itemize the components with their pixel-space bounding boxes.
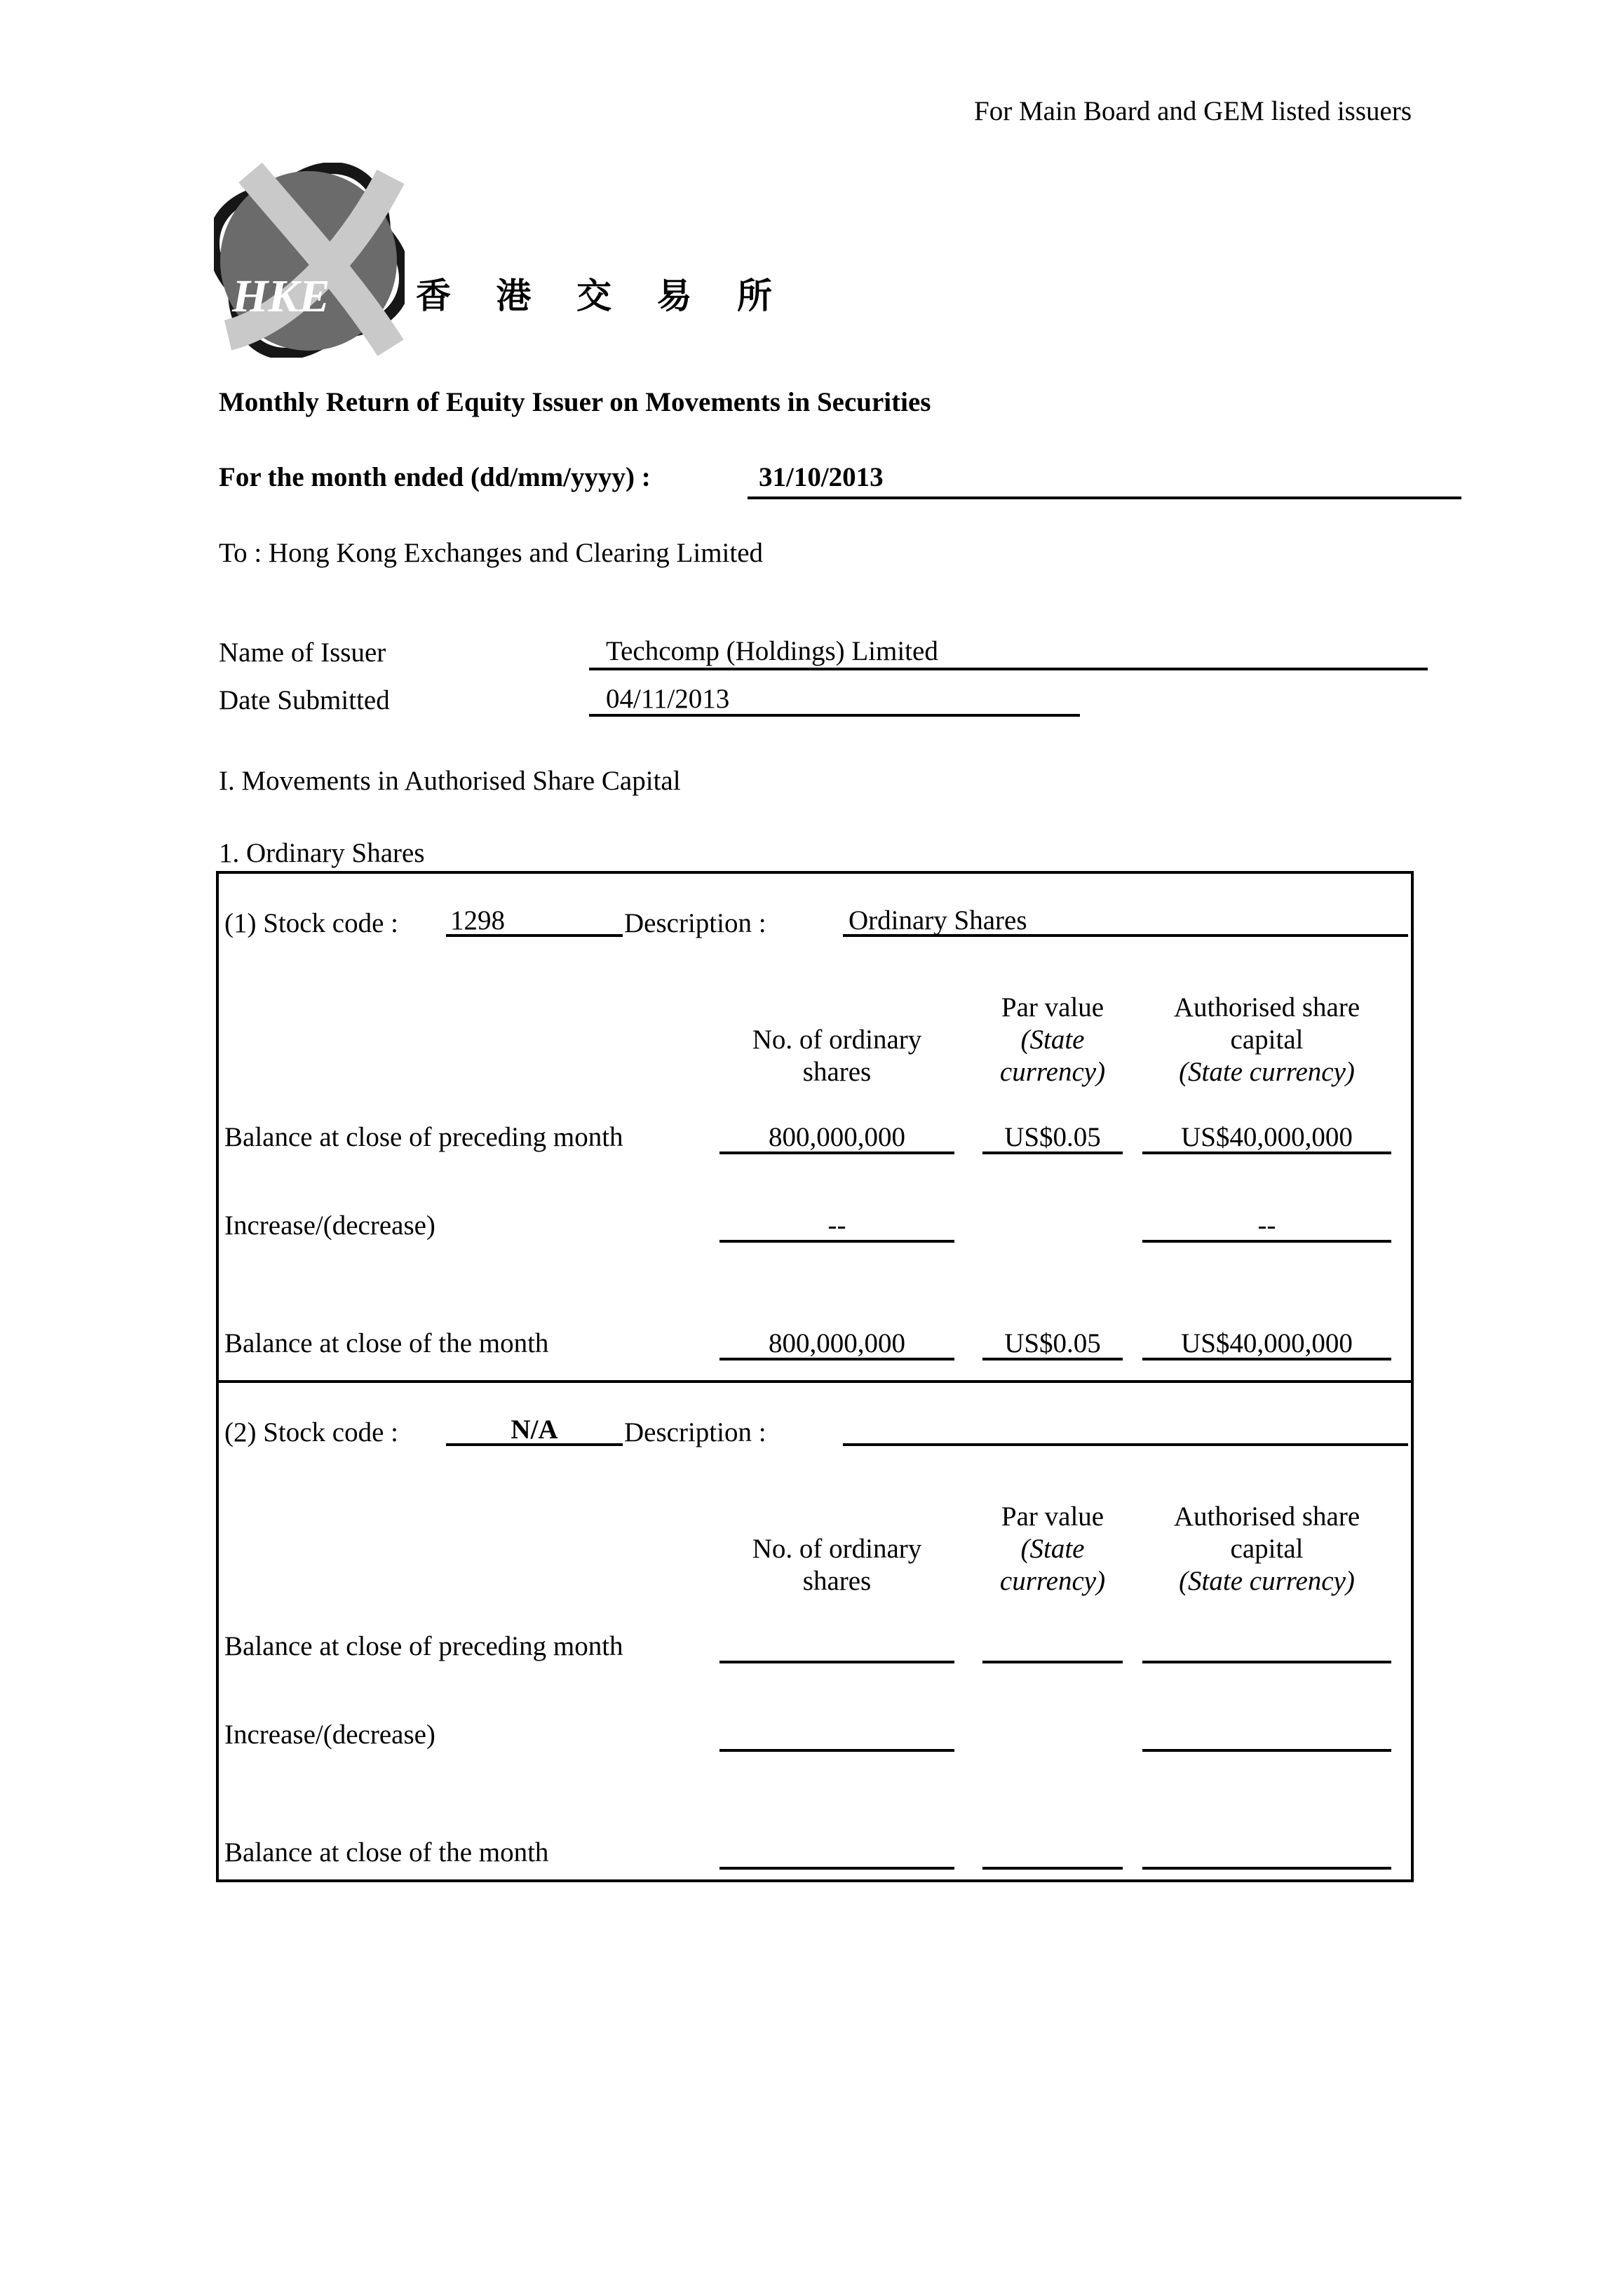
cell-closing-capital xyxy=(1142,1836,1391,1870)
subsection-title: 1. Ordinary Shares xyxy=(219,838,425,868)
document-title: Monthly Return of Equity Issuer on Movements in Securities xyxy=(219,387,931,417)
row-label-increase-decrease: Increase/(decrease) xyxy=(224,1720,435,1750)
cell-increase-capital xyxy=(1142,1718,1391,1752)
cell-value: 800,000,000 xyxy=(769,1328,905,1358)
hkex-logo-mark xyxy=(214,163,405,358)
column-header-par-value xyxy=(982,1501,1123,1598)
month-ended-value: 31/10/2013 xyxy=(759,462,884,492)
stock-code-value-2: N/A xyxy=(511,1414,558,1445)
cell-closing-shares xyxy=(719,1836,954,1870)
cell-value: US$40,000,000 xyxy=(1181,1122,1353,1152)
row-label-increase-decrease: Increase/(decrease) xyxy=(224,1210,435,1241)
header-line: shares xyxy=(802,1057,872,1087)
column-header-shares xyxy=(719,992,954,1088)
header-line: Authorised share xyxy=(1173,992,1360,1022)
cell-value: -- xyxy=(827,1210,846,1241)
section-i-title: I. Movements in Authorised Share Capital xyxy=(219,766,681,796)
column-header-authorised-capital xyxy=(1142,1501,1391,1598)
header-line: Par value xyxy=(1001,992,1104,1022)
header-line: shares xyxy=(802,1566,872,1596)
description-field-1 xyxy=(843,905,1408,937)
description-label-1: Description : xyxy=(624,908,766,938)
date-submitted-value: 04/11/2013 xyxy=(606,684,730,714)
issuer-name-label: Name of Issuer xyxy=(219,637,386,668)
cell-increase-shares xyxy=(719,1718,954,1752)
stock-code-value-1: 1298 xyxy=(450,905,505,936)
cell-preceding-capital xyxy=(1142,1630,1391,1663)
header-line: Par value xyxy=(1001,1501,1104,1532)
hkex-logo xyxy=(214,163,887,359)
stock-code-label-1: (1) Stock code : xyxy=(224,908,399,938)
issuer-name-value: Techcomp (Holdings) Limited xyxy=(606,636,938,666)
cell-increase-capital xyxy=(1142,1209,1391,1243)
header-line: (State currency) xyxy=(1179,1566,1355,1596)
cell-increase-shares xyxy=(719,1209,954,1243)
header-line: capital xyxy=(1230,1534,1304,1564)
month-ended-label: For the month ended (dd/mm/yyyy) : xyxy=(219,462,651,492)
description-value-1: Ordinary Shares xyxy=(849,905,1027,936)
description-field-2 xyxy=(843,1414,1408,1446)
header-line: (State xyxy=(1020,1534,1085,1564)
header-line: No. of ordinary xyxy=(752,1025,922,1055)
header-line: capital xyxy=(1230,1025,1304,1055)
cell-closing-capital xyxy=(1142,1327,1391,1360)
issuer-name-field xyxy=(589,635,1428,670)
cell-value: US$0.05 xyxy=(1004,1122,1101,1152)
corner-note: For Main Board and GEM listed issuers xyxy=(974,96,1412,126)
row-label-closing-balance: Balance at close of the month xyxy=(224,1328,549,1358)
stock-block-2 xyxy=(216,1380,1414,1882)
cell-closing-shares xyxy=(719,1327,954,1360)
column-header-authorised-capital xyxy=(1142,992,1391,1088)
header-line: (State currency) xyxy=(1179,1057,1355,1087)
logo-hke-text: HKE xyxy=(232,271,330,322)
cell-preceding-shares xyxy=(719,1630,954,1663)
cell-preceding-par-value xyxy=(982,1630,1123,1663)
cell-value: -- xyxy=(1257,1210,1276,1241)
header-line: (State xyxy=(1020,1025,1085,1055)
cell-value: US$0.05 xyxy=(1004,1328,1101,1358)
header-line: currency) xyxy=(999,1057,1106,1087)
month-ended-field xyxy=(748,461,1461,499)
cell-value: 800,000,000 xyxy=(769,1122,905,1152)
column-header-par-value xyxy=(982,992,1123,1088)
column-header-shares xyxy=(719,1501,954,1598)
cell-preceding-shares xyxy=(719,1121,954,1154)
date-submitted-field xyxy=(589,683,1080,717)
row-label-preceding-balance: Balance at close of preceding month xyxy=(224,1631,623,1661)
cell-preceding-capital xyxy=(1142,1121,1391,1154)
stock-code-label-2: (2) Stock code : xyxy=(224,1417,399,1447)
header-line: No. of ordinary xyxy=(752,1534,922,1564)
header-line: currency) xyxy=(999,1566,1106,1596)
row-label-closing-balance: Balance at close of the month xyxy=(224,1837,549,1868)
stock-block-1 xyxy=(216,871,1414,1383)
addressee-line: To : Hong Kong Exchanges and Clearing Limited xyxy=(219,538,764,568)
cell-value: US$40,000,000 xyxy=(1181,1328,1353,1358)
logo-chinese-name: 香 港 交 易 所 xyxy=(416,276,790,316)
header-line: Authorised share xyxy=(1173,1501,1360,1532)
cell-preceding-par-value xyxy=(982,1121,1123,1154)
cell-closing-par-value xyxy=(982,1836,1123,1870)
stock-code-field-1 xyxy=(446,905,623,937)
cell-closing-par-value xyxy=(982,1327,1123,1360)
date-submitted-label: Date Submitted xyxy=(219,685,390,715)
description-label-2: Description : xyxy=(624,1417,766,1447)
stock-code-field-2 xyxy=(446,1414,623,1446)
row-label-preceding-balance: Balance at close of preceding month xyxy=(224,1122,623,1152)
